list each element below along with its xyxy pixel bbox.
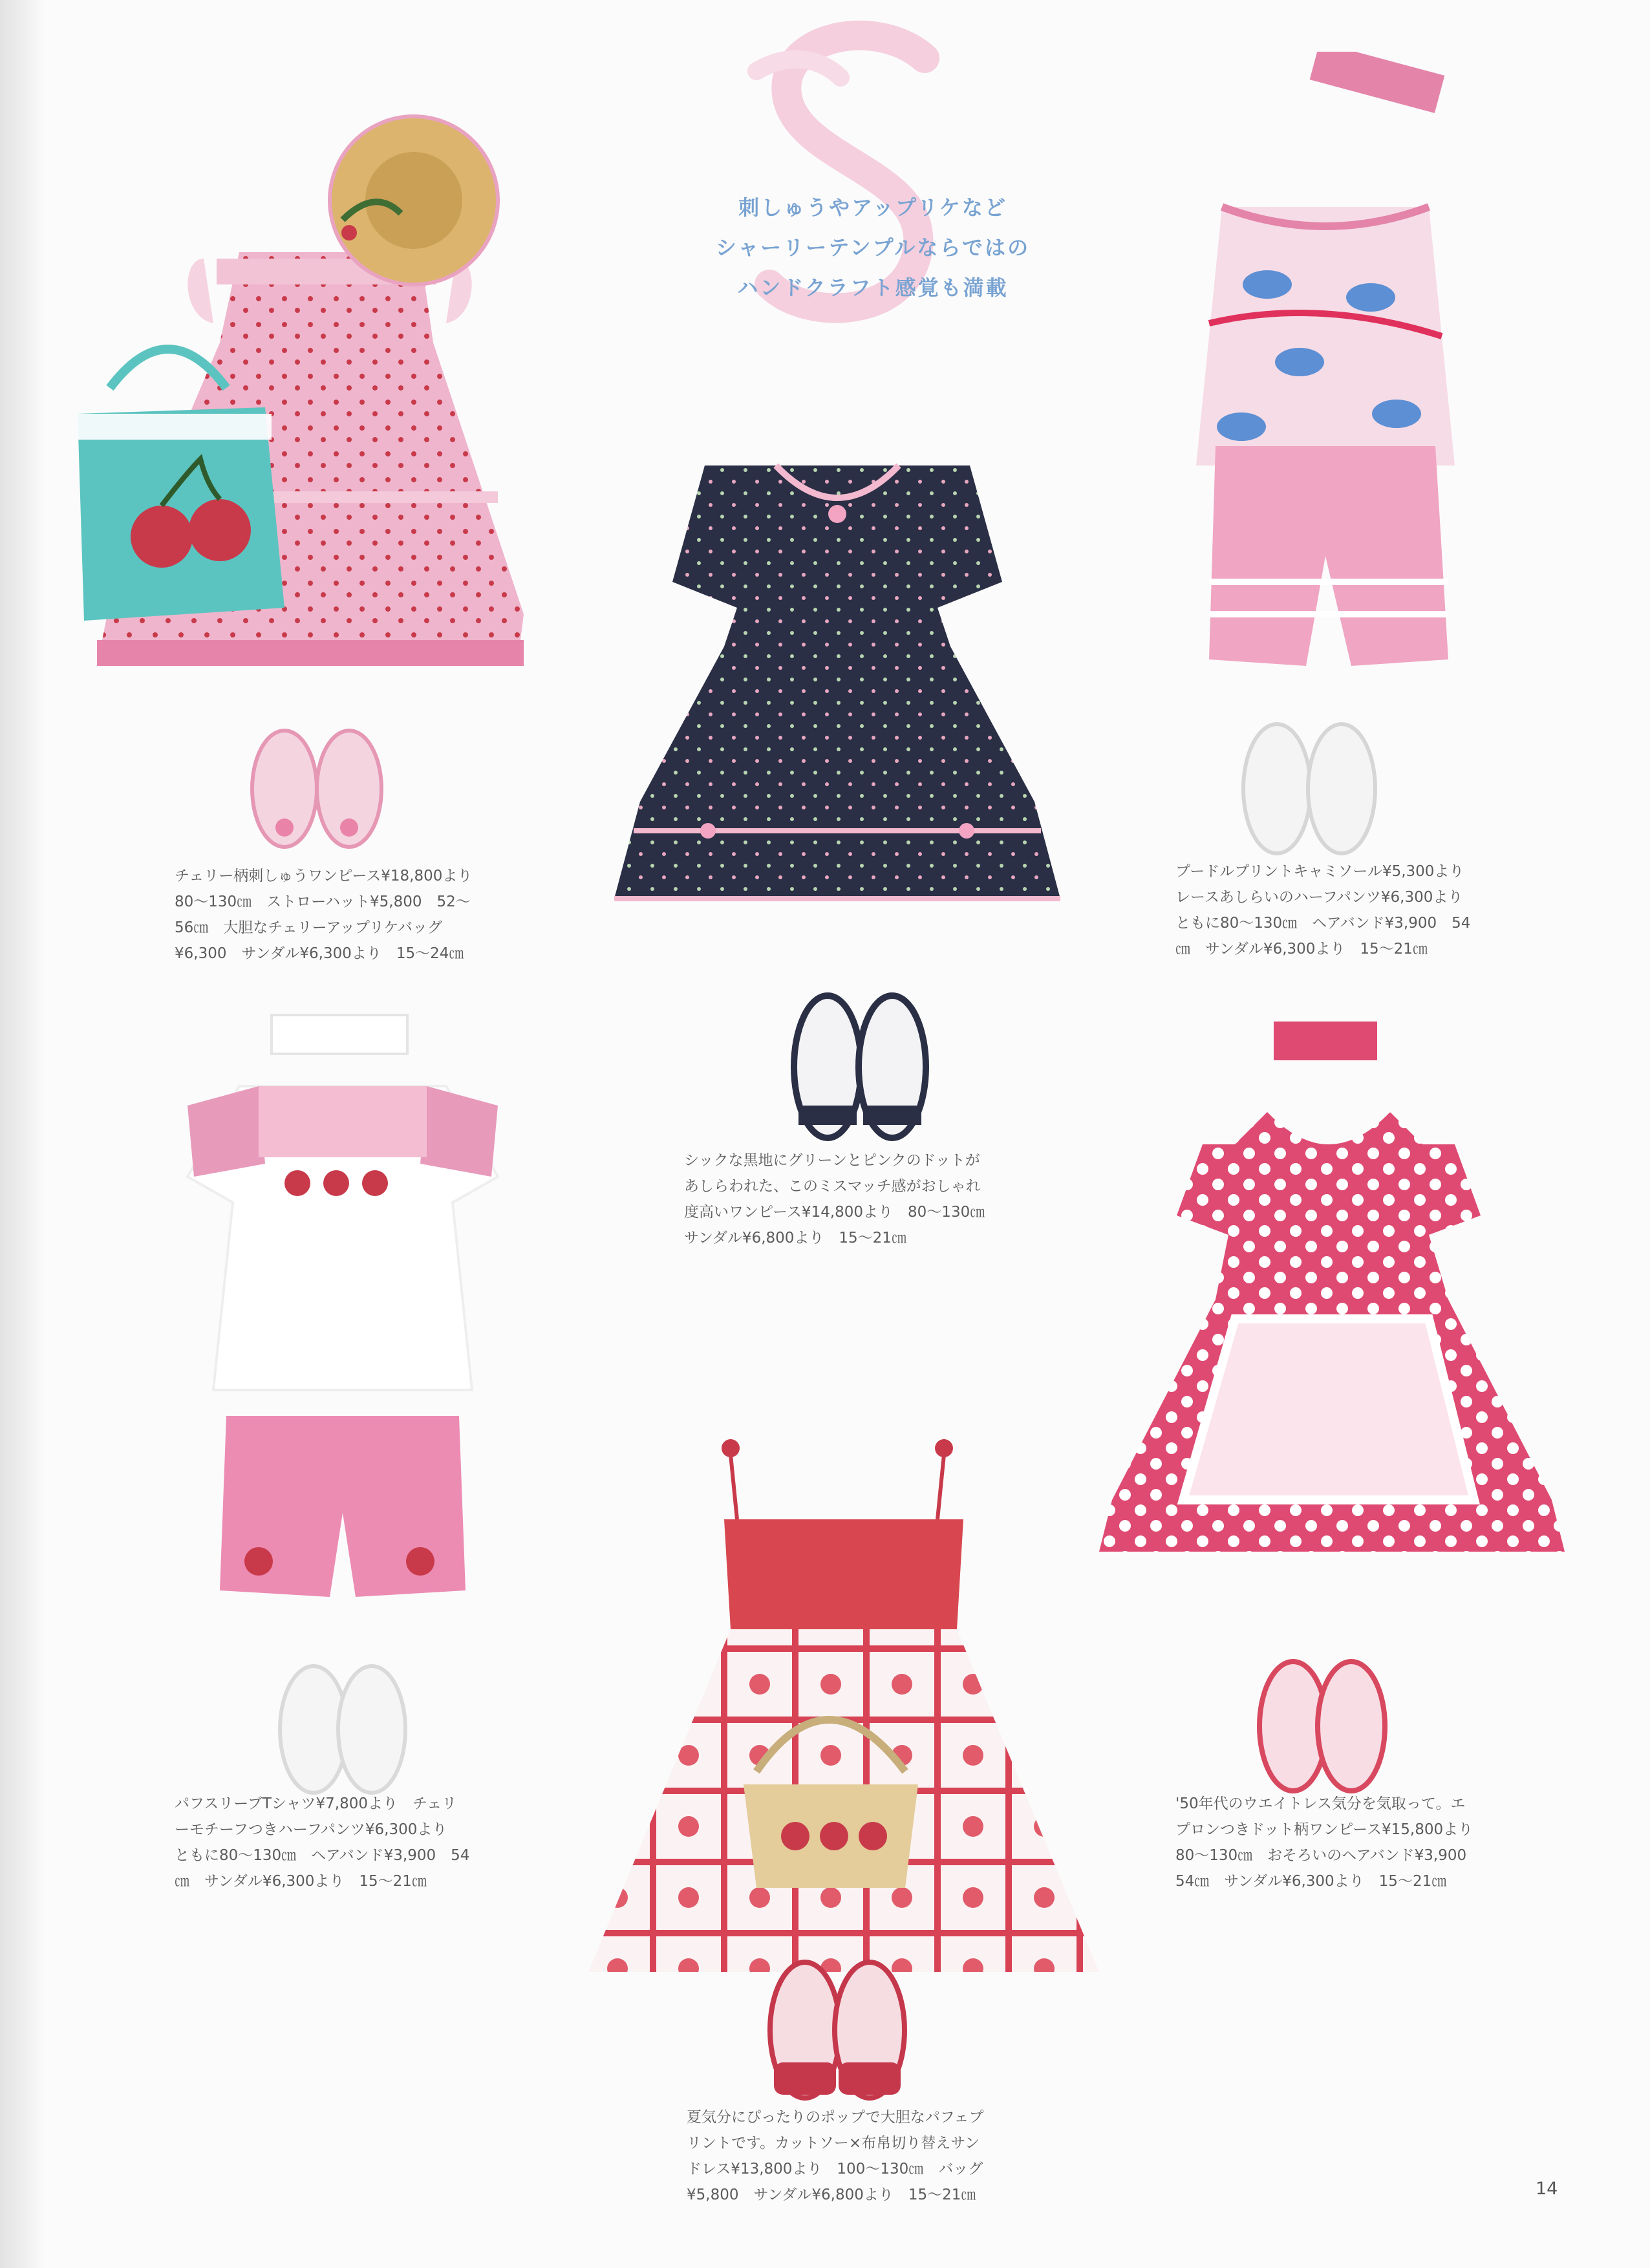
caption-line: ¥5,800 サンダル¥6,800より 15～21㎝ — [687, 2187, 976, 2203]
caption-line: 54㎝ サンダル¥6,300より 15～21㎝ — [1175, 1873, 1447, 1890]
caption-line: シックな黒地にグリーンとピンクのドットが — [684, 1152, 980, 1169]
caption-line: プードルプリントキャミソール¥5,300より — [1175, 863, 1464, 880]
caption-line: サンダル¥6,800より 15～21㎝ — [684, 1230, 906, 1246]
caption-line: 56㎝ 大胆なチェリーアップリケバッグ — [175, 919, 443, 936]
caption-line: ーモチーフつきハーフパンツ¥6,300より — [175, 1821, 447, 1838]
caption-line: ともに80～130㎝ ヘアバンド¥3,900 54 — [1175, 915, 1471, 932]
caption-line: あしらわれた、このミスマッチ感がおしゃれ — [684, 1178, 981, 1195]
headline-line: ハンドクラフト感覚も満載 — [737, 275, 1009, 300]
caption-cherry-dress — [175, 863, 472, 967]
navy-sandals-photo — [782, 983, 938, 1151]
parfait-dress-photo — [582, 1435, 1106, 2004]
caption-line: ドレス¥13,800より 100～130㎝ バッグ — [687, 2161, 983, 2177]
caption-line: 度高いワンピース¥14,800より 80～130㎝ — [684, 1204, 985, 1221]
caption-line: ¥6,300 サンダル¥6,300より 15～24㎝ — [175, 945, 464, 962]
caption-line: '50年代のウエイトレス気分を気取って。エ — [1175, 1795, 1466, 1812]
pink-sandals-photo — [239, 718, 394, 853]
waitress-dress-photo — [1086, 1022, 1571, 1590]
headline-line: 刺しゅうやアップリケなど — [738, 195, 1007, 220]
page-binding-shadow — [0, 0, 45, 2268]
caption-parfait-dress — [687, 2104, 984, 2208]
caption-puff-tshirt — [175, 1791, 469, 1894]
headline-line: シャーリーテンプルならではの — [715, 235, 1031, 260]
puff-tshirt-set-photo — [175, 1009, 511, 1610]
caption-line: レースあしらいのハーフパンツ¥6,300より — [1175, 889, 1463, 906]
caption-poodle-set — [1175, 859, 1470, 962]
caption-line: リントです。カットソー×布帛切り替えサン — [687, 2135, 980, 2152]
caption-line: パフスリーブTシャツ¥7,800より チェリ — [175, 1795, 457, 1812]
caption-line: 80～130㎝ おそろいのヘアバンド¥3,900 — [1175, 1847, 1467, 1864]
red-frill-sandals-photo — [760, 1946, 915, 2108]
black-dot-dress-photo — [588, 453, 1086, 918]
caption-line: ともに80～130㎝ ヘアバンド¥3,900 54 — [175, 1847, 470, 1864]
caption-black-dot-dress — [684, 1148, 985, 1251]
caption-line: チェリー柄刺しゅうワンピース¥18,800より — [175, 868, 473, 884]
caption-line: プロンつきドット柄ワンピース¥15,800より — [1175, 1821, 1473, 1838]
red-dot-sandals-photo — [1248, 1642, 1397, 1797]
caption-waitress-dress — [1175, 1791, 1473, 1894]
poodle-set-photo — [1183, 52, 1468, 679]
white-bow-sandals-photo — [268, 1655, 417, 1797]
caption-line: 夏気分にぴったりのポップで大胆なパフェプ — [687, 2109, 984, 2126]
headline — [640, 187, 1106, 308]
page-number: 14 — [1536, 2179, 1558, 2199]
white-sandals-photo — [1228, 711, 1390, 860]
cherry-dress-photo — [71, 110, 588, 711]
caption-line: ㎝ サンダル¥6,300より 15～21㎝ — [1175, 941, 1428, 957]
caption-line: ㎝ サンダル¥6,300より 15～21㎝ — [175, 1873, 427, 1890]
caption-line: 80～130㎝ ストローハット¥5,800 52～ — [175, 893, 471, 910]
